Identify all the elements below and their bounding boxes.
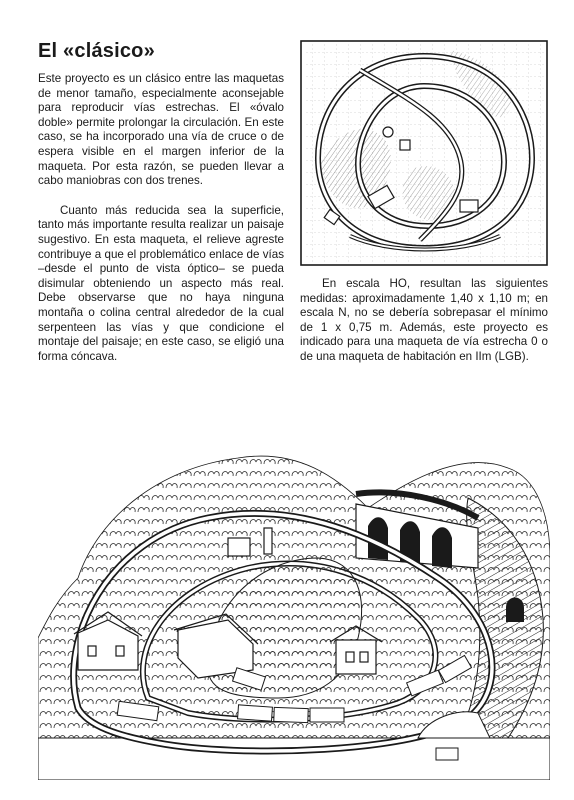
track-plan-illustration [300,40,548,266]
paragraph-intro: Este proyecto es un clásico entre las maquetas de menor tamaño, especialmente aconsejable para reproducir vías estrechas. El «óvalo doble» permite prolongar la circulación. En este caso, se ha incorporado una vía de cruce o de espera visible en el margen inferior de la maqueta. Por esta razón, se pueden llevar a cabo maniobras con dos trenes. [38,72,284,188]
layout-perspective-illustration [38,408,550,780]
body-text-column [38,72,284,364]
plan-caption: En escala HO, resultan las siguientes medidas: aproximadamente 1,40 x 1,10 m; en escala N, no se debería sobrepasar el mínimo de 1 x 0,75 m. Además, este proyecto es indicado para una maqueta de vía estrecha 0 o de una maqueta de habitación en IIm (LGB). [300,277,548,363]
article-title: El «clásico» [38,40,155,62]
paragraph-landscape: Cuanto más reducida sea la superficie, tanto más importante resulta realizar un paisaje sugestivo. En esta maqueta, el relieve agreste contribuye a que el problemático enlace de vías –desde el punto de vista óptico– se pueda disimular obteniendo un aspecto más real. Debe observarse que no haya ninguna montaña o colina central alrededor de la cual serpenteen las vías y que condicione el montaje del paisaje; en este caso, se eligió una forma cóncava. [38,203,284,363]
